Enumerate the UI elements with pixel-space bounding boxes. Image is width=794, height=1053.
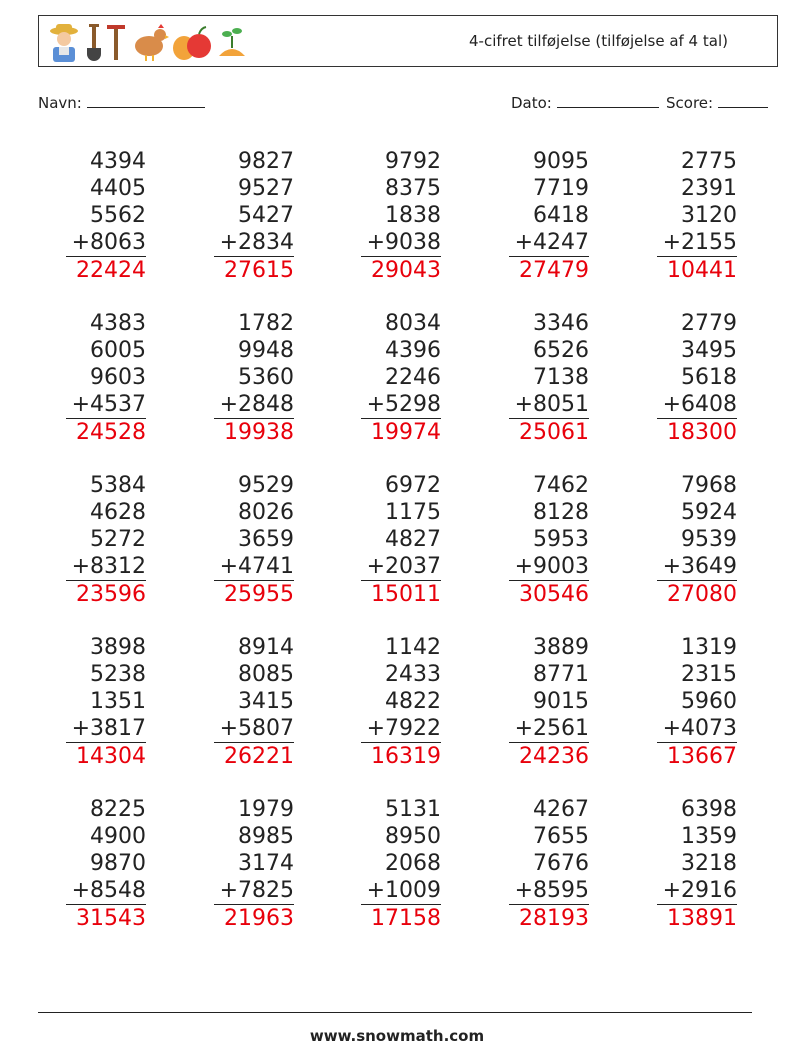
addend: 6005: [90, 338, 146, 363]
addend: 1319: [681, 635, 737, 660]
date-line[interactable]: [557, 93, 659, 108]
addend: 8771: [533, 662, 589, 687]
addend: 5427: [238, 203, 294, 228]
addend: 7138: [533, 365, 589, 390]
addend: 3174: [238, 851, 294, 876]
addend: 9527: [238, 176, 294, 201]
addend: 3346: [533, 311, 589, 336]
score-line[interactable]: [718, 93, 768, 108]
addend: 5360: [238, 365, 294, 390]
addend: 3415: [238, 689, 294, 714]
addend: 7676: [533, 851, 589, 876]
answer: 23596: [76, 582, 146, 607]
date-field: [511, 93, 659, 112]
addend: 4396: [385, 338, 441, 363]
addend: 8085: [238, 662, 294, 687]
problem-card: [184, 796, 294, 932]
addend: 2433: [385, 662, 441, 687]
addend: 3495: [681, 338, 737, 363]
addend: 5384: [90, 473, 146, 498]
addend: 5562: [90, 203, 146, 228]
addend: 8950: [385, 824, 441, 849]
addend: 4900: [90, 824, 146, 849]
addend: 2391: [681, 176, 737, 201]
addend: +4537: [66, 391, 146, 419]
addend: +2848: [214, 391, 294, 419]
addend: 9539: [681, 527, 737, 552]
answer: 24528: [76, 420, 146, 445]
addend: 2315: [681, 662, 737, 687]
addend: 8034: [385, 311, 441, 336]
addend: +8548: [66, 877, 146, 905]
header-icons: [45, 20, 249, 64]
problem-card: [627, 472, 737, 608]
answer: 27615: [224, 258, 294, 283]
addend: +2155: [657, 229, 737, 257]
addend: +3817: [66, 715, 146, 743]
addend: 1838: [385, 203, 441, 228]
addend: 9948: [238, 338, 294, 363]
addend: 7968: [681, 473, 737, 498]
problem-card: [479, 148, 589, 284]
problem-card: [36, 634, 146, 770]
addend: 9015: [533, 689, 589, 714]
addend: 6398: [681, 797, 737, 822]
answer: 16319: [371, 744, 441, 769]
answer: 24236: [519, 744, 589, 769]
addend: 9603: [90, 365, 146, 390]
answer: 14304: [76, 744, 146, 769]
problem-card: [331, 634, 441, 770]
addend: 5238: [90, 662, 146, 687]
addend: 8985: [238, 824, 294, 849]
addend: 3218: [681, 851, 737, 876]
answer: 27479: [519, 258, 589, 283]
answer: 13667: [667, 744, 737, 769]
problem-card: [184, 472, 294, 608]
addend: 9827: [238, 149, 294, 174]
addend: +6408: [657, 391, 737, 419]
addend: 8225: [90, 797, 146, 822]
answer: 29043: [371, 258, 441, 283]
problem-card: [36, 310, 146, 446]
problem-card: [331, 796, 441, 932]
footer-divider: [38, 1012, 752, 1013]
problem-card: [184, 634, 294, 770]
addend: +8595: [509, 877, 589, 905]
addend: +3649: [657, 553, 737, 581]
addend: 3120: [681, 203, 737, 228]
addend: 8914: [238, 635, 294, 660]
problem-card: [331, 148, 441, 284]
addend: 4628: [90, 500, 146, 525]
addend: 4383: [90, 311, 146, 336]
answer: 17158: [371, 906, 441, 931]
addend: 6972: [385, 473, 441, 498]
answer: 19974: [371, 420, 441, 445]
problem-card: [627, 634, 737, 770]
addend: 9870: [90, 851, 146, 876]
addend: 3898: [90, 635, 146, 660]
header-box: [38, 15, 778, 67]
addend: 5131: [385, 797, 441, 822]
score-field: [666, 93, 768, 112]
answer: 25061: [519, 420, 589, 445]
addend: +2037: [361, 553, 441, 581]
addend: 5272: [90, 527, 146, 552]
addend: +8312: [66, 553, 146, 581]
answer: 15011: [371, 582, 441, 607]
addend: +2916: [657, 877, 737, 905]
addend: 4394: [90, 149, 146, 174]
answer: 10441: [667, 258, 737, 283]
addend: 1351: [90, 689, 146, 714]
addend: 7462: [533, 473, 589, 498]
addend: +2834: [214, 229, 294, 257]
addend: 2246: [385, 365, 441, 390]
problem-card: [36, 472, 146, 608]
addend: 1142: [385, 635, 441, 660]
addend: 8375: [385, 176, 441, 201]
addend: 4267: [533, 797, 589, 822]
answer: 30546: [519, 582, 589, 607]
addend: +9003: [509, 553, 589, 581]
addend: 9792: [385, 149, 441, 174]
answer: 25955: [224, 582, 294, 607]
problem-card: [627, 310, 737, 446]
addend: 5953: [533, 527, 589, 552]
addend: 5618: [681, 365, 737, 390]
addend: 2068: [385, 851, 441, 876]
addend: 2775: [681, 149, 737, 174]
answer: 21963: [224, 906, 294, 931]
answer: 22424: [76, 258, 146, 283]
addend: 7655: [533, 824, 589, 849]
problem-card: [184, 310, 294, 446]
problem-card: [479, 796, 589, 932]
problem-card: [479, 472, 589, 608]
addend: 8128: [533, 500, 589, 525]
addend: +2561: [509, 715, 589, 743]
problem-card: [36, 148, 146, 284]
addend: 1359: [681, 824, 737, 849]
addend: +8051: [509, 391, 589, 419]
answer: 19938: [224, 420, 294, 445]
problem-card: [331, 310, 441, 446]
answer: 27080: [667, 582, 737, 607]
date-label: Dato:: [511, 94, 552, 112]
rake-icon: [105, 22, 127, 62]
addend: 5924: [681, 500, 737, 525]
answer: 13891: [667, 906, 737, 931]
addend: +9038: [361, 229, 441, 257]
addend: +1009: [361, 877, 441, 905]
answer: 18300: [667, 420, 737, 445]
answer: 26221: [224, 744, 294, 769]
fruit-icon: [171, 22, 213, 62]
addend: 4827: [385, 527, 441, 552]
score-label: Score:: [666, 94, 714, 112]
farmer-icon: [45, 22, 83, 62]
addend: +7825: [214, 877, 294, 905]
addend: +7922: [361, 715, 441, 743]
chicken-icon: [129, 22, 169, 62]
name-field: [38, 93, 205, 112]
answer: 31543: [76, 906, 146, 931]
problem-card: [479, 310, 589, 446]
addend: +5807: [214, 715, 294, 743]
name-line[interactable]: [87, 93, 205, 108]
addend: +8063: [66, 229, 146, 257]
addend: 8026: [238, 500, 294, 525]
addend: 4822: [385, 689, 441, 714]
problem-card: [627, 148, 737, 284]
answer: 28193: [519, 906, 589, 931]
addend: 4405: [90, 176, 146, 201]
addend: 1782: [238, 311, 294, 336]
sprout-icon: [215, 22, 249, 62]
problem-card: [184, 148, 294, 284]
addend: +4741: [214, 553, 294, 581]
addend: 9529: [238, 473, 294, 498]
shovel-icon: [85, 22, 103, 62]
problem-card: [479, 634, 589, 770]
addend: 3659: [238, 527, 294, 552]
footer-site-link[interactable]: www.snowmath.com: [309, 1027, 485, 1045]
addend: 6418: [533, 203, 589, 228]
addend: 6526: [533, 338, 589, 363]
addend: 3889: [533, 635, 589, 660]
worksheet-title: 4-cifret tilføjelse (tilføjelse af 4 tal): [469, 32, 728, 50]
addend: +4073: [657, 715, 737, 743]
problem-card: [627, 796, 737, 932]
addend: 1979: [238, 797, 294, 822]
problem-card: [331, 472, 441, 608]
addend: 2779: [681, 311, 737, 336]
addend: 9095: [533, 149, 589, 174]
addend: +5298: [361, 391, 441, 419]
problem-card: [36, 796, 146, 932]
addend: 1175: [385, 500, 441, 525]
addend: 5960: [681, 689, 737, 714]
addend: 7719: [533, 176, 589, 201]
addend: +4247: [509, 229, 589, 257]
name-label: Navn:: [38, 94, 82, 112]
